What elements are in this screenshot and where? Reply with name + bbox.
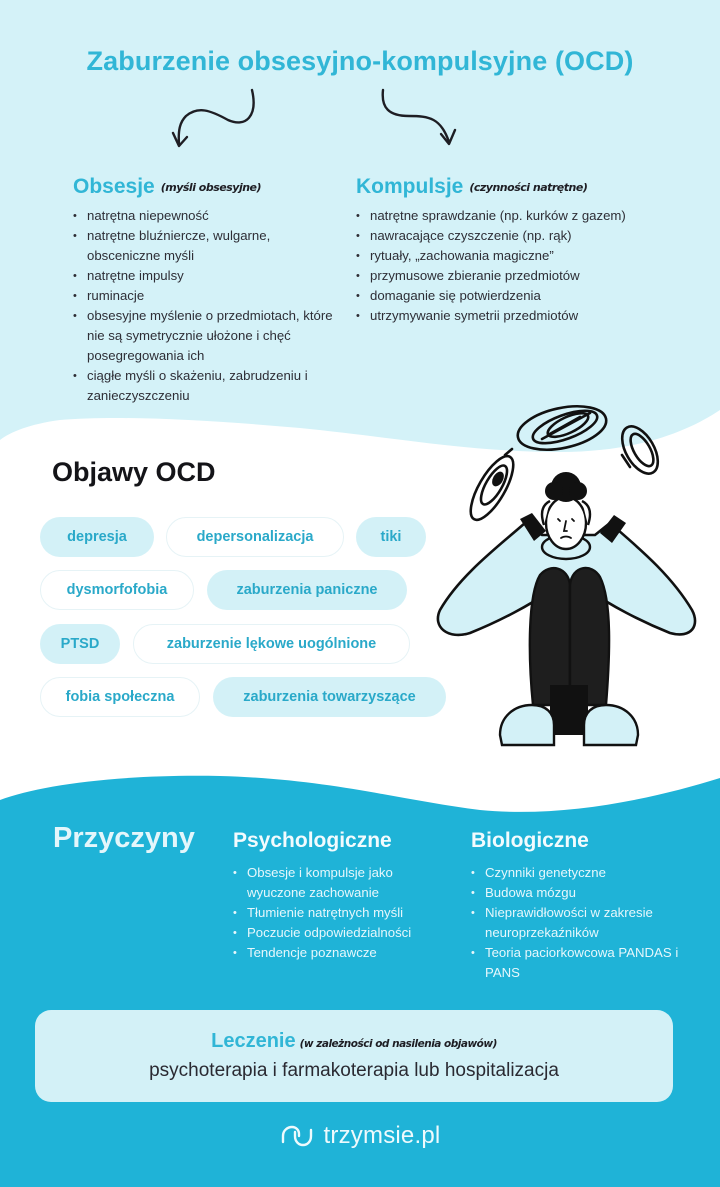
treatment-text: psychoterapia i farmakoterapia lub hospitalizacja [149,1060,559,1081]
arrow-left-icon [170,86,265,152]
symptom-chip: zaburzenia paniczne [207,570,407,610]
biological-heading: Biologiczne [471,829,589,852]
list-item: • Obsesje i kompulsje jako wyuczone zachowanie [233,863,448,903]
symptom-chip: dysmorfofobia [40,570,194,610]
list-item: • Nieprawidłowości w zakresie neuroprzekaźników [471,903,696,943]
compulsions-note: (czynności natrętne) [469,181,588,194]
symptom-chip: zaburzenia towarzyszące [213,677,446,717]
list-item: • natrętna niepewność [73,206,343,226]
biological-list [471,863,696,983]
compulsions-list [356,206,676,326]
brand-logo-icon [280,1124,314,1148]
list-item: • Tłumienie natrętnych myśli [233,903,448,923]
list-item: • Budowa mózgu [471,883,696,903]
symptom-chip: tiki [356,517,426,557]
list-item: • obsesyjne myślenie o przedmiotach, które nie są symetrycznie ułożone i chęć posegregowania ich [73,306,343,366]
stressed-person-illustration [430,395,700,755]
list-item: • nawracające czyszczenie (np. rąk) [356,226,676,246]
obsessions-list [73,206,343,406]
psychological-heading: Psychologiczne [233,829,392,852]
page-title: Zaburzenie obsesyjno-kompulsyjne (OCD) [86,46,634,76]
causes-heading: Przyczyny [53,822,195,854]
obsessions-note: (myśli obsesyjne) [160,181,262,194]
list-item: • Tendencje poznawcze [233,943,448,963]
symptom-chip: zaburzenie lękowe uogólnione [133,624,410,664]
list-item: • przymusowe zbieranie przedmiotów [356,266,676,286]
list-item: • ciągłe myśli o skażeniu, zabrudzeniu i zanieczyszczeniu [73,366,343,406]
list-item: • ruminacje [73,286,343,306]
list-item: • Czynniki genetyczne [471,863,696,883]
treatment-heading: Leczenie (w zależności od nasilenia objawów) [211,1030,497,1052]
symptoms-heading: Objawy OCD [52,457,216,487]
list-item: • natrętne impulsy [73,266,343,286]
obsessions-heading: Obsesje (myśli obsesyjne) [73,175,262,198]
list-item: • domaganie się potwierdzenia [356,286,676,306]
list-item: • Poczucie odpowiedzialności [233,923,448,943]
symptom-chip: PTSD [40,624,120,664]
arrow-right-icon [375,86,465,152]
symptom-chip: depresja [40,517,154,557]
symptom-chip: depersonalizacja [166,517,344,557]
treatment-note: (w zależności od nasilenia objawów) [299,1038,497,1050]
list-item: • utrzymywanie symetrii przedmiotów [356,306,676,326]
psychological-list [233,863,448,963]
compulsions-heading: Kompulsje (czynności natrętne) [356,175,588,198]
footer-brand [0,1122,720,1150]
list-item: • Teoria paciorkowcowa PANDAS i PANS [471,943,696,983]
list-item: • natrętne sprawdzanie (np. kurków z gazem) [356,206,676,226]
symptom-chip: fobia społeczna [40,677,200,717]
treatment-box [35,1010,673,1102]
list-item: • rytuały, „zachowania magiczne” [356,246,676,266]
brand-name: trzymsie.pl [323,1122,441,1149]
list-item: • natrętne bluźniercze, wulgarne, obsceniczne myśli [73,226,343,266]
